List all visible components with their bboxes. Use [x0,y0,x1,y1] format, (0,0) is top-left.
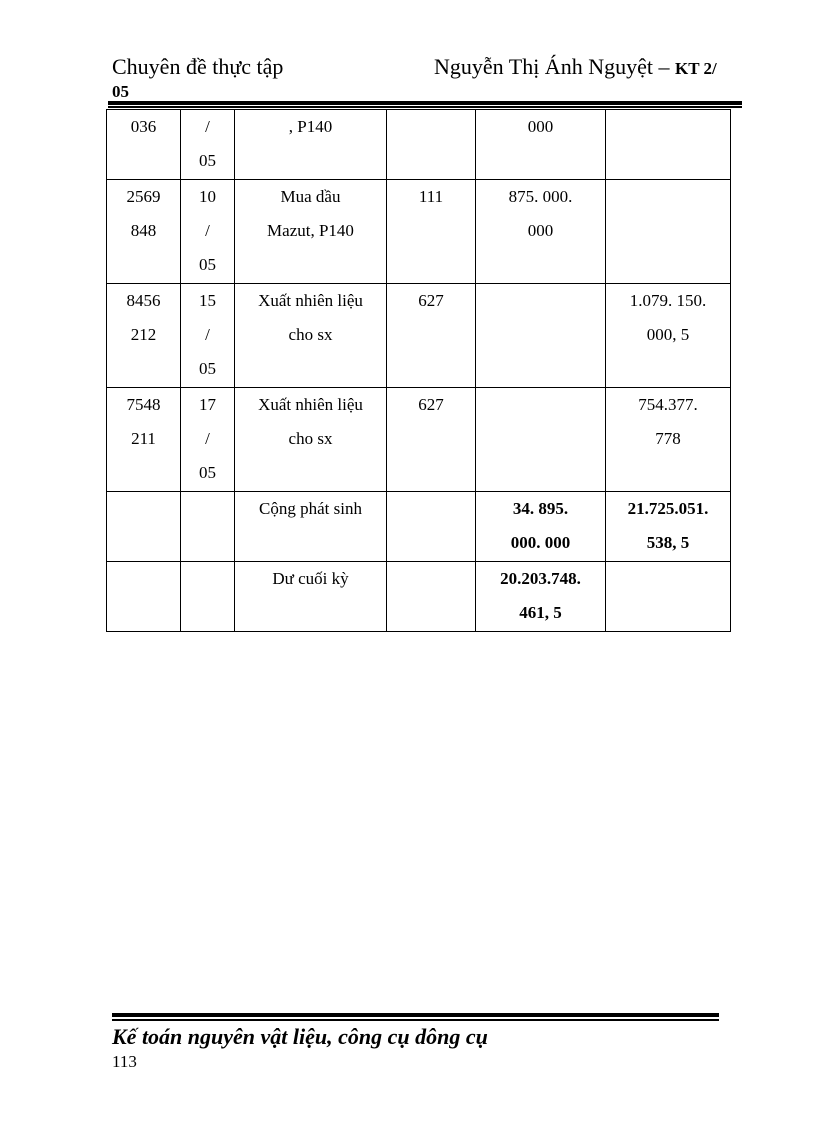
table-row [107,562,731,632]
footer-rule-thick [112,1013,719,1017]
cell-line: 461, 5 [519,603,562,622]
cell-line: 211 [131,429,156,448]
cell-line: 2569 [126,187,161,206]
header-rule-thick [108,101,742,105]
cell-line: 1.079. 150. [629,291,707,310]
cell-line: Xuất nhiên liệu [258,291,363,310]
cell-voucher-date [181,562,235,632]
cell-line: 000. 000 [510,533,571,552]
cell-line: 10 [199,187,216,206]
footer-title: Kế toán nguyên vật liệu, công cụ dông cụ [112,1024,488,1049]
cell-voucher-number [107,284,181,388]
cell-voucher-number [107,492,181,562]
cell-contra-account [387,180,476,284]
cell-debit-amount [476,284,606,388]
cell-line: Mazut, P140 [267,221,354,240]
cell-credit-amount [606,110,731,180]
cell-line: 17 [199,395,216,414]
cell-description [235,562,387,632]
cell-line: 21.725.051. [627,499,709,518]
cell-line: Cộng phát sinh [259,499,362,518]
cell-debit-amount [476,180,606,284]
cell-line: 05 [199,359,216,378]
cell-credit-amount [606,492,731,562]
ledger-table [106,109,731,632]
cell-line: 036 [130,117,157,136]
cell-line: 000 [527,117,554,136]
cell-voucher-date [181,388,235,492]
table-row [107,284,731,388]
cell-line: 05 [199,151,216,170]
cell-line: 627 [418,395,444,414]
cell-description [235,180,387,284]
header-author [434,54,717,80]
header-rule-thin [108,106,742,108]
cell-debit-amount [476,562,606,632]
cell-line: 15 [199,291,216,310]
cell-line: 212 [130,325,157,344]
cell-description [235,110,387,180]
cell-line: / [205,117,210,136]
header-author-name: Nguyễn Thị Ánh Nguyệt [434,54,653,79]
cell-contra-account [387,110,476,180]
cell-line: 848 [130,221,157,240]
cell-line: 875. 000. [508,187,573,206]
cell-voucher-number [107,388,181,492]
cell-line: 20.203.748. [500,569,581,588]
cell-line: / [205,429,210,448]
cell-voucher-number [107,110,181,180]
cell-line: 627 [418,291,444,310]
cell-description [235,388,387,492]
page-number: 113 [112,1052,137,1071]
cell-credit-amount [606,284,731,388]
cell-line: 754.377. [638,395,698,414]
cell-line: Xuất nhiên liệu [258,395,363,414]
cell-line: / [205,325,210,344]
cell-line: 778 [655,429,681,448]
table-row [107,180,731,284]
cell-line: , P140 [288,117,333,136]
cell-line: Mua dầu [280,187,341,206]
header-dash: – [652,54,675,79]
cell-credit-amount [606,388,731,492]
cell-line: 7548 [126,395,161,414]
cell-contra-account [387,492,476,562]
footer-rule-thin [112,1019,719,1021]
table-row [107,492,731,562]
cell-line: 111 [418,187,444,206]
cell-debit-amount [476,492,606,562]
cell-contra-account [387,562,476,632]
cell-voucher-date [181,180,235,284]
table-row [107,110,731,180]
cell-line: 05 [199,255,216,274]
cell-contra-account [387,388,476,492]
cell-credit-amount [606,180,731,284]
cell-contra-account [387,284,476,388]
header-class-code-continuation: 05 [112,82,129,101]
cell-line: 05 [199,463,216,482]
cell-line: cho sx [288,429,333,448]
cell-line: 34. 895. [512,499,569,518]
cell-voucher-number [107,562,181,632]
cell-line: cho sx [288,325,333,344]
cell-voucher-date [181,110,235,180]
cell-debit-amount [476,110,606,180]
cell-voucher-date [181,284,235,388]
cell-line: Dư cuối kỳ [272,569,349,588]
cell-line: / [205,221,210,240]
cell-line: 000, 5 [646,325,690,344]
cell-description [235,492,387,562]
cell-debit-amount [476,388,606,492]
ledger-table-body [107,110,731,632]
cell-line: 8456 [126,291,161,310]
header-doc-type: Chuyên đề thực tập [112,54,284,79]
header-class-code: KT 2/ [674,59,717,78]
cell-credit-amount [606,562,731,632]
cell-description [235,284,387,388]
cell-line: 538, 5 [646,533,690,552]
cell-voucher-number [107,180,181,284]
cell-voucher-date [181,492,235,562]
table-row [107,388,731,492]
cell-line: 000 [527,221,554,240]
